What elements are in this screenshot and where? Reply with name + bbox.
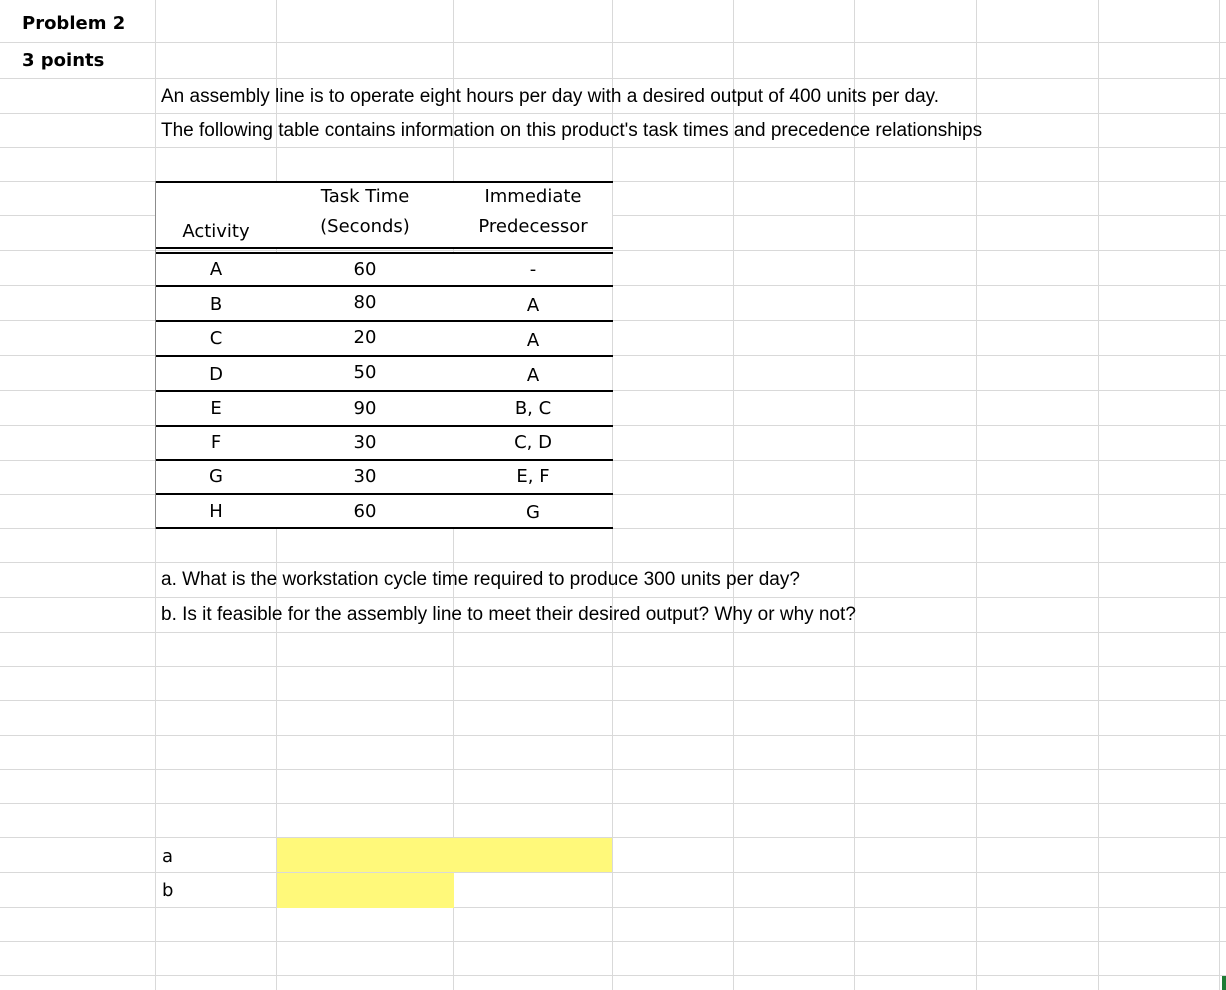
table-top-rule: [155, 181, 613, 183]
grid-col-line: [1098, 0, 1099, 990]
grid-row-line: [0, 597, 1226, 598]
grid-row-line: [0, 872, 1226, 873]
table-cell-activity: H: [209, 501, 223, 522]
table-cell-pred: -: [529, 259, 537, 280]
grid-row-line: [0, 250, 1226, 251]
grid-row-line: [0, 147, 1226, 148]
problem-title: Problem 2: [22, 13, 126, 34]
answer-b-label: b: [162, 880, 174, 901]
table-cell-pred: G: [526, 502, 540, 523]
table-header-activity: Activity: [182, 221, 250, 242]
table-cell-pred: E, F: [516, 466, 550, 487]
table-header-rule: [155, 247, 613, 249]
grid-col-line: [854, 0, 855, 990]
grid-row-line: [0, 837, 1226, 838]
table-row-rule: [155, 459, 613, 461]
table-row-rule: [155, 320, 613, 322]
table-cell-pred: B, C: [514, 398, 552, 419]
table-cell-pred: A: [526, 330, 540, 351]
table-header-task-time: Task Time: [320, 186, 410, 207]
grid-row-line: [0, 562, 1226, 563]
grid-row-line: [0, 975, 1226, 976]
table-cell-activity: F: [210, 432, 222, 453]
grid-row-line: [0, 42, 1226, 43]
question-a: a. What is the workstation cycle time required to produce 300 units per day?: [161, 569, 800, 590]
points-label: 3 points: [22, 50, 105, 71]
table-header-immediate: Immediate: [484, 186, 582, 207]
table-header-rule-double: [155, 252, 613, 254]
table-cell-pred: C, D: [514, 432, 552, 453]
table-header-seconds: (Seconds): [320, 216, 410, 237]
grid-row-line: [0, 907, 1226, 908]
table-cell-time: 60: [353, 259, 377, 280]
grid-col-line: [733, 0, 734, 990]
table-row-rule: [155, 355, 613, 357]
table-cell-activity: D: [209, 364, 223, 385]
question-b: b. Is it feasible for the assembly line to meet their desired output? Why or why not?: [161, 604, 856, 625]
grid-row-line: [0, 803, 1226, 804]
grid-row-line: [0, 769, 1226, 770]
grid-col-line: [1219, 0, 1220, 990]
table-cell-activity: A: [209, 259, 223, 280]
grid-row-line: [0, 632, 1226, 633]
table-cell-time: 30: [353, 432, 377, 453]
table-cell-time: 80: [353, 292, 377, 313]
table-row-rule: [155, 285, 613, 287]
table-bottom-rule: [155, 527, 613, 529]
table-cell-time: 90: [353, 398, 377, 419]
table-cell-pred: A: [526, 365, 540, 386]
prompt-line-1: An assembly line is to operate eight hours per day with a desired output of 400 units per day.: [161, 86, 940, 107]
table-cell-activity: C: [209, 328, 223, 349]
prompt-line-2: The following table contains information on this product's task times and precedence relationships: [161, 120, 983, 141]
table-cell-time: 30: [353, 466, 377, 487]
table-cell-time: 20: [353, 327, 377, 348]
grid-col-line: [976, 0, 977, 990]
grid-row-line: [0, 700, 1226, 701]
table-header-predecessor: Predecessor: [478, 216, 588, 237]
grid-row-line: [0, 666, 1226, 667]
grid-row-line: [0, 941, 1226, 942]
answer-a-cell[interactable]: [277, 838, 612, 872]
table-cell-activity: B: [209, 294, 223, 315]
table-row-rule: [155, 425, 613, 427]
table-row-rule: [155, 390, 613, 392]
answer-b-cell[interactable]: [277, 873, 454, 908]
table-row-rule: [155, 493, 613, 495]
table-cell-pred: A: [526, 295, 540, 316]
table-cell-activity: G: [209, 466, 223, 487]
grid-row-line: [0, 113, 1226, 114]
grid-col-line: [612, 0, 613, 990]
grid-row-line: [0, 78, 1226, 79]
table-cell-activity: E: [210, 398, 222, 419]
sheet-corner-marker: [1222, 976, 1226, 990]
table-cell-time: 50: [353, 362, 377, 383]
grid-row-line: [0, 735, 1226, 736]
table-cell-time: 60: [353, 501, 377, 522]
answer-a-label: a: [162, 846, 174, 867]
